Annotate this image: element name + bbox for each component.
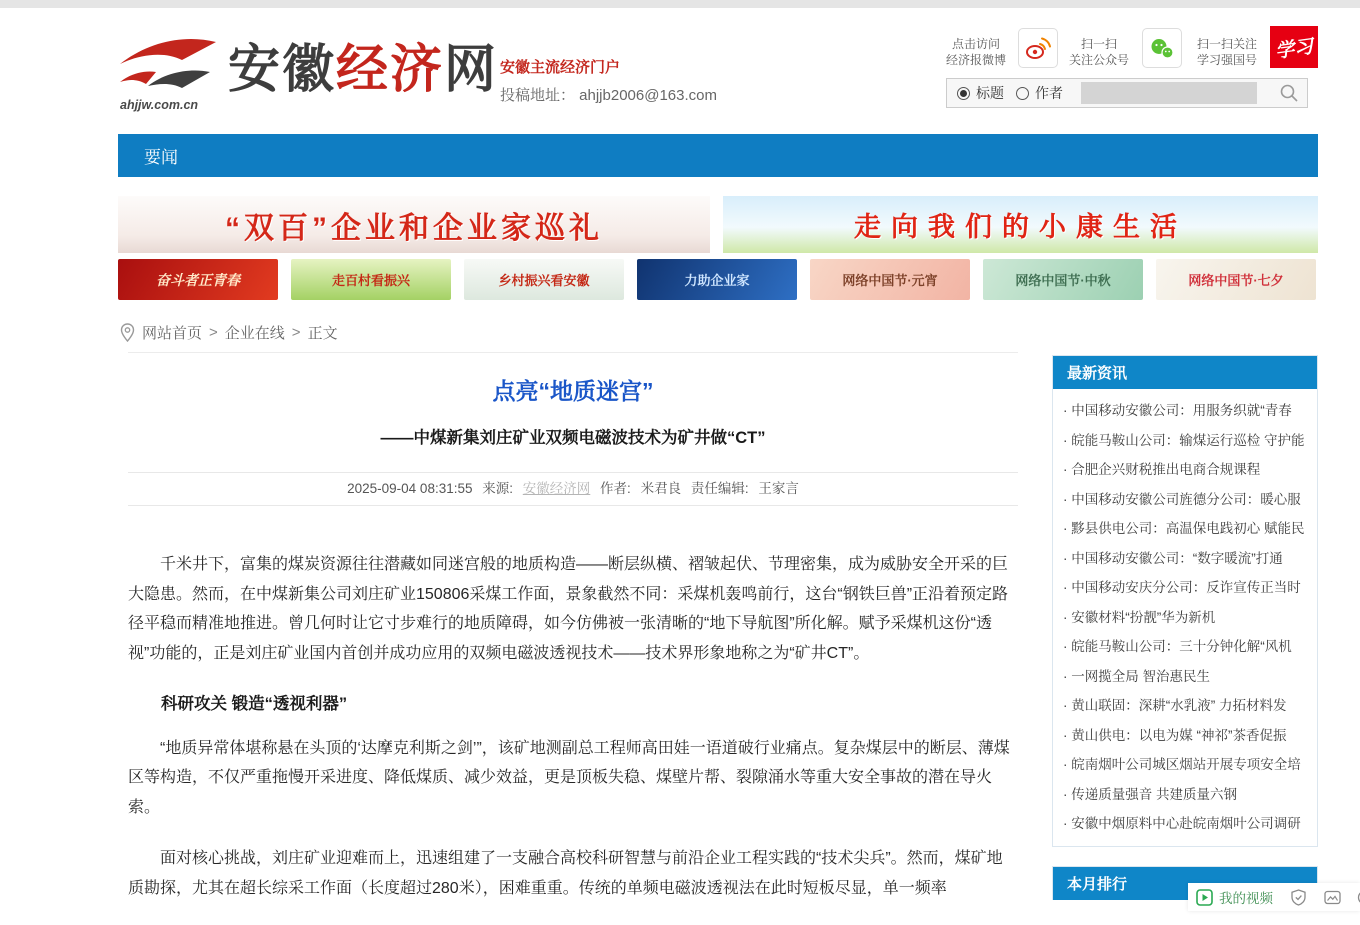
editor-label: 责任编辑: [691, 481, 749, 496]
list-item[interactable]: · 皖能马鞍山公司：三十分钟化解“风机 [1063, 632, 1309, 662]
list-item[interactable]: · 合肥企兴财税推出电商合规课程 [1063, 455, 1309, 485]
play-icon[interactable] [1196, 889, 1213, 906]
banner-xiangcunzhenxing[interactable]: 乡村振兴看安徽 [464, 259, 624, 300]
site-title-part2: 经济 [336, 41, 444, 99]
search-scope-radios [947, 83, 1071, 103]
banner-lizhu-qiyejia[interactable]: 力助企业家 [637, 259, 797, 300]
search-icon[interactable] [1279, 83, 1299, 103]
list-item[interactable]: · 皖能马鞍山公司：输煤运行巡检 守护能 [1063, 426, 1309, 456]
radio-title[interactable] [957, 87, 970, 100]
wechat-icon[interactable] [1142, 28, 1182, 68]
image-icon[interactable] [1324, 890, 1341, 905]
list-item[interactable]: · 安徽中烟原料中心赴皖南烟叶公司调研 [1063, 809, 1309, 839]
browser-edge-strip [0, 0, 1360, 8]
radio-author[interactable] [1016, 87, 1029, 100]
xuexi-label [1186, 36, 1268, 68]
breadcrumb-home[interactable]: 网站首页 [142, 322, 202, 343]
weibo-icon[interactable] [1018, 28, 1058, 68]
list-item[interactable]: · 皖南烟叶公司城区烟站开展专项安全培 [1063, 750, 1309, 780]
banner-fendouzhe[interactable]: 奋斗者正青春 [118, 259, 278, 300]
list-item[interactable]: · 传递质量强音 共建质量六钢 [1063, 780, 1309, 810]
list-item[interactable]: · 中国移动安徽公司旌德分公司：暖心服 [1063, 485, 1309, 515]
wechat-label [1060, 36, 1138, 68]
author-name: 米君良 [641, 481, 682, 496]
article-title: 点亮“地质迷宫” [128, 373, 1018, 406]
search-input[interactable] [1081, 82, 1257, 104]
source-label: 来源: [482, 481, 513, 496]
latest-news-box [1052, 355, 1318, 847]
breadcrumb-section[interactable]: 企业在线 [225, 322, 285, 343]
xuexi-badge-text: 学习 [1273, 31, 1314, 63]
banner-xiaokang[interactable]: 走向我们的小康生活 [723, 196, 1318, 253]
list-item[interactable]: · 安徽材料“扮靓”华为新机 [1063, 603, 1309, 633]
list-item[interactable]: · 一网揽全局 智治惠民生 [1063, 662, 1309, 692]
site-tagline: 安徽主流经济门户 [500, 56, 620, 77]
shield-icon[interactable] [1290, 889, 1307, 906]
article-meta [128, 472, 1018, 506]
monthly-rank-header: 本月排行 [1053, 867, 1317, 900]
site-logo-flag-icon[interactable] [118, 34, 218, 101]
search-bar [946, 78, 1308, 108]
my-videos-label[interactable]: 我的视频 [1219, 887, 1273, 907]
radio-author-label: 作者 [1035, 83, 1063, 103]
article-date: 2025-09-04 08:31:55 [347, 481, 472, 496]
article [128, 352, 1018, 925]
xuexi-label-line1: 扫一扫关注 [1186, 36, 1268, 52]
article-subtitle: ——中煤新集刘庄矿业双频电磁波技术为矿井做“CT” [128, 424, 1018, 448]
site-title-part3: 网 [444, 41, 498, 99]
list-item[interactable]: · 黄山供电：以电为媒 “神祁”茶香促振 [1063, 721, 1309, 751]
video-assistant-overlay [1188, 883, 1360, 911]
site-domain: ahjjw.com.cn [120, 98, 198, 112]
weibo-label-line2: 经济报微博 [938, 52, 1014, 68]
banner-zoubaicun[interactable]: 走百村看振兴 [291, 259, 451, 300]
author-label: 作者: [600, 481, 631, 496]
editor-name: 王家言 [758, 481, 799, 496]
banner-wangluo-yuanxiao[interactable]: 网络中国节·元宵 [810, 259, 970, 300]
weibo-label [938, 36, 1014, 68]
main-nav [118, 134, 1318, 177]
breadcrumb [120, 322, 338, 343]
site-title-part1: 安徽 [228, 41, 336, 99]
latest-news-header: 最新资讯 [1053, 356, 1317, 389]
breadcrumb-separator: > [209, 324, 218, 341]
banner-wangluo-qixi[interactable]: 网络中国节·七夕 [1156, 259, 1316, 300]
article-paragraph: 千米井下，富集的煤炭资源往往潜藏如同迷宫般的地质构造——断层纵横、褶皱起伏、节理密集，成为威胁安全开采的巨大隐患。然而，在中煤新集公司刘庄矿业150806采煤工作面，景象截然不同：采煤机轰鸣前行，这台“钢铁巨兽”正沿着预定路径平稳而精准地推进。曾几何时让它寸步难行的地质障碍，如今仿佛被一张清晰的“地下导航图”所化解。赋予采煤机这份“透视”功能的，正是刘庄矿业国内首创并成功应用的双频电磁波透视技术——技术界形象地称之为“矿井CT”。 [128, 550, 1018, 668]
list-item[interactable]: · 中国移动安徽公司：用服务织就“青春 [1063, 396, 1309, 426]
breadcrumb-current: 正文 [308, 322, 338, 343]
source-link[interactable]: 安徽经济网 [523, 481, 591, 496]
nav-item-yaowen[interactable]: 要闻 [144, 143, 178, 168]
banner-wangluo-zhongqiu[interactable]: 网络中国节·中秋 [983, 259, 1143, 300]
banner-shuangbai[interactable]: “双百”企业和企业家巡礼 [118, 196, 710, 253]
location-pin-icon [120, 323, 135, 342]
breadcrumb-separator: > [292, 324, 301, 341]
list-item[interactable]: · 黟县供电公司：高温保电践初心 赋能民 [1063, 514, 1309, 544]
wechat-label-line2: 关注公众号 [1060, 52, 1138, 68]
list-item[interactable]: · 黄山联固：深耕“水乳液” 力拓材料发 [1063, 691, 1309, 721]
radio-title-label: 标题 [976, 83, 1004, 103]
wechat-label-line1: 扫一扫 [1060, 36, 1138, 52]
article-body [128, 550, 1018, 903]
xuexi-label-line2: 学习强国号 [1186, 52, 1268, 68]
article-section-heading: 科研攻关 锻造“透视利器” [128, 690, 1018, 720]
latest-news-list [1053, 396, 1317, 839]
submission-address: 投稿地址： ahjjb2006@163.com [500, 84, 717, 105]
article-paragraph: “地质异常体堪称悬在头顶的‘达摩克利斯之剑’”，该矿地测副总工程师高田娃一语道破行业痛点。复杂煤层中的断层、薄煤区等构造，不仅严重拖慢开采进度、降低煤质、减少效益，更是顶板失稳、煤壁片帮、裂隙涌水等重大安全事故的潜在导火索。 [128, 734, 1018, 823]
list-item[interactable]: · 中国移动安庆分公司：反诈宣传正当时 [1063, 573, 1309, 603]
xuexi-qiangguo-badge[interactable] [1270, 26, 1318, 68]
site-title[interactable] [228, 40, 498, 100]
clipped-icon[interactable] [1354, 889, 1360, 906]
weibo-label-line1: 点击访问 [938, 36, 1014, 52]
list-item[interactable]: · 中国移动安徽公司：“数字暖流”打通 [1063, 544, 1309, 574]
article-paragraph: 面对核心挑战，刘庄矿业迎难而上，迅速组建了一支融合高校科研智慧与前沿企业工程实践的“技术尖兵”。然而，煤矿地质勘探，尤其在超长综采工作面（长度超过280米），困难重重。传统的单频电磁波透视法在此时短板尽显，单一频率 [128, 844, 1018, 903]
